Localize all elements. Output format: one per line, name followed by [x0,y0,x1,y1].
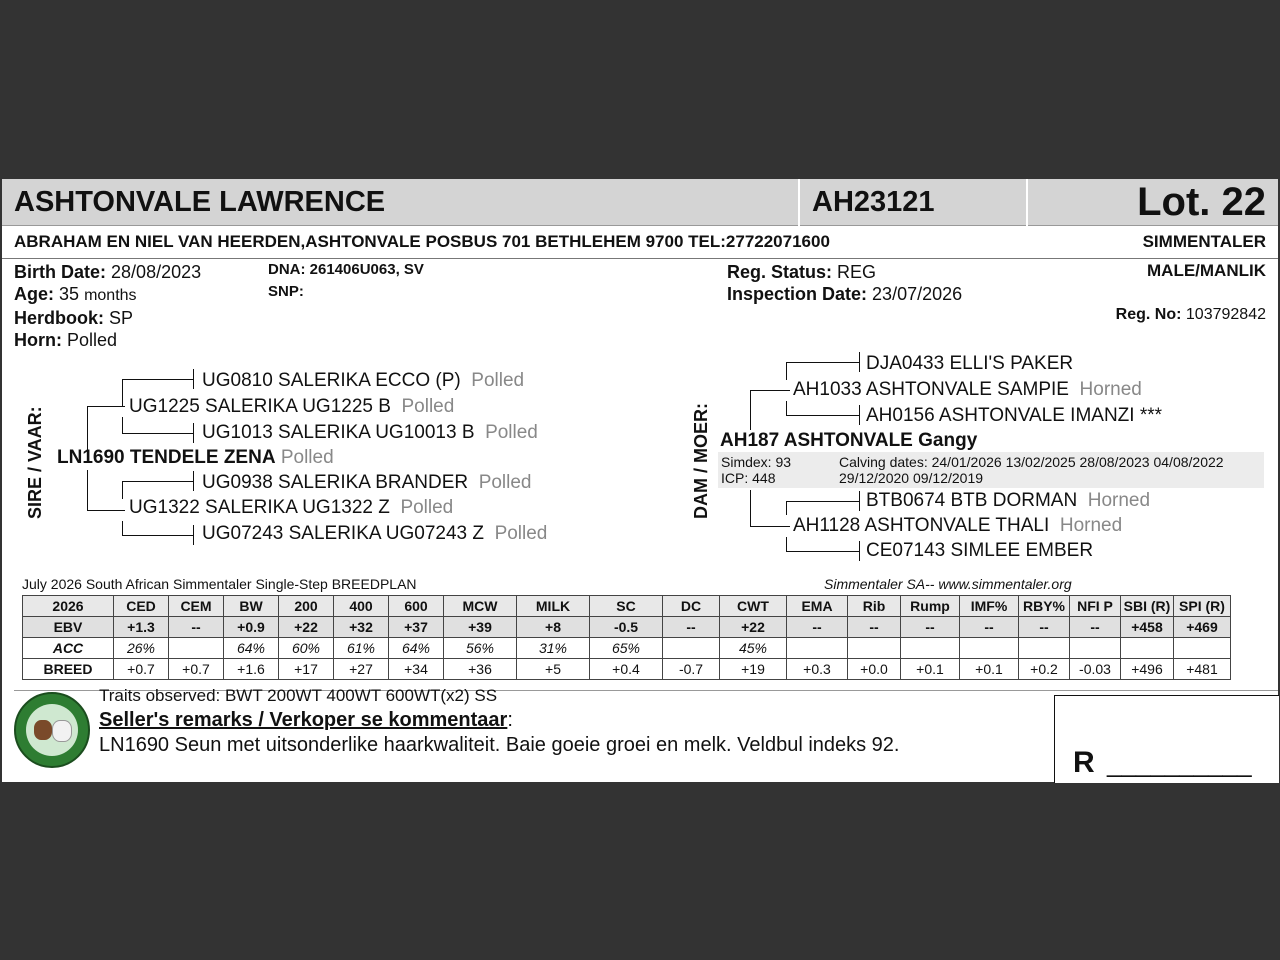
ebv-cell: +19 [720,659,787,680]
dam-simdex-box [718,452,1264,488]
remarks-heading: Seller's remarks / Verkoper se kommentaar: [99,709,513,731]
ebv-column-header: MILK [517,596,590,617]
sire-dam-dam: UG07243 SALERIKA UG07243 Z Polled [202,523,548,544]
ebv-cell: +1.6 [224,659,279,680]
ebv-column-header: BW [224,596,279,617]
header-name-cell [2,179,798,226]
ebv-cell: +0.3 [787,659,848,680]
ebv-cell: -- [1070,617,1121,638]
sire-name: LN1690 TENDELE ZENA Polled [57,447,334,468]
ebv-column-header: DC [663,596,720,617]
dam-icp: ICP: 448 [721,470,776,486]
ebv-column-header: SPI (R) [1174,596,1231,617]
ebv-cell: +22 [279,617,334,638]
ebv-cell: +27 [334,659,389,680]
ebv-column-header: RBY% [1019,596,1070,617]
ebv-cell: -0.5 [590,617,663,638]
ebv-cell: +36 [444,659,517,680]
ebv-cell: +0.4 [590,659,663,680]
animal-id: AH23121 [812,186,935,218]
ebv-cell: +0.7 [169,659,224,680]
dam-dam: AH1128 ASHTONVALE THALI Horned [793,515,1123,536]
ebv-cell: 61% [334,638,389,659]
header-lot-cell [1028,179,1278,226]
sire-sire-sire: UG0810 SALERIKA ECCO (P) Polled [202,370,525,391]
divider [2,258,1278,259]
ebv-cell: +17 [279,659,334,680]
ebv-column-header: CEM [169,596,224,617]
price-blank: __________ [1107,748,1252,778]
breed-name: SIMMENTALER [1142,232,1266,251]
details-reg [727,261,962,305]
ebv-column-header: IMF% [960,596,1019,617]
ebv-cell [787,638,848,659]
ebv-cell: +0.1 [960,659,1019,680]
ebv-cell [960,638,1019,659]
dam-sire: AH1033 ASHTONVALE SAMPIE Horned [793,379,1142,400]
inspection-label: Inspection Date: [727,284,868,304]
remarks-text: LN1690 Seun met uitsonderlike haarkwaliteit. Baie goeie groei en melk. Veldbul indeks 92. [99,734,900,756]
ebv-column-header: 600 [389,596,444,617]
birth-value: 28/08/2023 [111,262,202,282]
ebv-column-header: Rib [848,596,901,617]
age-label: Age: [14,284,54,304]
sex-text: MALE/MANLIK [1147,261,1266,280]
ebv-cell: +0.7 [114,659,169,680]
ebv-cell: +37 [389,617,444,638]
reg-no-value: 103792842 [1185,306,1266,323]
herdbook-value: SP [109,308,134,328]
ebv-column-header: CED [114,596,169,617]
ebv-table [22,595,1231,680]
header-id-cell [800,179,1026,226]
ebv-cell: EBV [23,617,114,638]
simmentaler-logo-icon [14,692,90,768]
sire-dam-sire: UG0938 SALERIKA BRANDER Polled [202,472,532,493]
dam-name: AH187 ASHTONVALE Gangy [720,430,978,451]
ebv-header-row [23,596,1231,617]
dam-simdex: Simdex: 93 [721,454,792,470]
ebv-cell [663,638,720,659]
ebv-cell: +32 [334,617,389,638]
lot-card [2,179,1278,782]
ebv-row [23,617,1231,638]
details-left [14,261,201,351]
ebv-cell: +458 [1121,617,1174,638]
ebv-cell: +39 [444,617,517,638]
ebv-cell [1174,638,1231,659]
ebv-column-header: SC [590,596,663,617]
ebv-column-header: MCW [444,596,517,617]
ebv-cell: -- [787,617,848,638]
ebv-cell: +8 [517,617,590,638]
dam-side-label: DAM / MOER: [691,403,711,519]
ebv-column-header: SBI (R) [1121,596,1174,617]
ebv-cell: -- [901,617,960,638]
ebv-cell: -- [848,617,901,638]
ebv-cell: 56% [444,638,517,659]
price-label: R [1073,746,1095,779]
ebv-column-header: 200 [279,596,334,617]
ebv-cell: +481 [1174,659,1231,680]
ebv-cell: -- [960,617,1019,638]
price-box[interactable] [1054,695,1279,783]
ebv-cell: 60% [279,638,334,659]
reg-no-label: Reg. No: [1115,306,1182,323]
ebv-cell [1019,638,1070,659]
ebv-cell [1070,638,1121,659]
ebv-cell: +496 [1121,659,1174,680]
dam-dam-dam: CE07143 SIMLEE EMBER [866,540,1094,561]
ebv-cell: -0.7 [663,659,720,680]
ebv-cell: +34 [389,659,444,680]
traits-observed: Traits observed: BWT 200WT 400WT 600WT(x2) SS [99,686,498,705]
age-value: 35 [59,284,80,304]
breedplan-source: Simmentaler SA-- www.simmentaler.org [824,576,1072,592]
dam-sire-dam: AH0156 ASHTONVALE IMANZI *** [866,405,1163,426]
ebv-cell: -- [1019,617,1070,638]
ebv-cell: +0.1 [901,659,960,680]
reg-status-label: Reg. Status: [727,262,833,282]
ebv-cell: 26% [114,638,169,659]
ebv-column-header: 2026 [23,596,114,617]
ebv-cell [1121,638,1174,659]
horn-label: Horn: [14,330,62,350]
ebv-cell: -0.03 [1070,659,1121,680]
ebv-column-header: NFI P [1070,596,1121,617]
ebv-cell: 65% [590,638,663,659]
ebv-column-header: CWT [720,596,787,617]
ebv-cell: -- [663,617,720,638]
ebv-column-header: EMA [787,596,848,617]
sire-side-label: SIRE / VAAR: [25,406,45,519]
ebv-cell: +0.2 [1019,659,1070,680]
birth-label: Birth Date: [14,262,107,282]
sire-sire-dam: UG1013 SALERIKA UG10013 B Polled [202,422,538,443]
ebv-cell: +1.3 [114,617,169,638]
owner-line: ABRAHAM EN NIEL VAN HEERDEN,ASHTONVALE POSBUS 701 BETHLEHEM 9700 TEL:27722071600 [14,232,830,251]
ebv-cell [848,638,901,659]
dam-calving-dates-2: 29/12/2020 09/12/2019 [839,470,984,486]
ebv-column-header: Rump [901,596,960,617]
age-unit: months [84,287,137,304]
ebv-cell: +22 [720,617,787,638]
dna-text: DNA: 261406U063, SV [268,261,424,278]
ebv-cell: 31% [517,638,590,659]
reg-no [1116,306,1266,324]
dam-sire-sire: DJA0433 ELLI'S PAKER [866,353,1074,374]
ebv-cell: +5 [517,659,590,680]
ebv-cell: +0.9 [224,617,279,638]
inspection-value: 23/07/2026 [872,284,963,304]
ebv-cell: 64% [389,638,444,659]
ebv-cell: -- [169,617,224,638]
sire-sire: UG1225 SALERIKA UG1225 B Polled [129,396,455,417]
ebv-cell [901,638,960,659]
ebv-cell: BREED [23,659,114,680]
reg-status-value: REG [837,262,877,282]
ebv-cell: +0.0 [848,659,901,680]
ebv-cell: +469 [1174,617,1231,638]
snp-text: SNP: [268,283,304,300]
horn-value: Polled [67,330,118,350]
ebv-cell: 64% [224,638,279,659]
herdbook-label: Herdbook: [14,308,104,328]
sire-dam: UG1322 SALERIKA UG1322 Z Polled [129,497,454,518]
animal-name: ASHTONVALE LAWRENCE [14,186,386,218]
dam-dam-sire: BTB0674 BTB DORMAN Horned [866,490,1151,511]
breedplan-title: July 2026 South African Simmentaler Single-Step BREEDPLAN [22,576,417,592]
ebv-column-header: 400 [334,596,389,617]
lot-number: Lot. 22 [1137,180,1266,224]
ebv-row [23,638,1231,659]
ebv-cell [169,638,224,659]
ebv-cell: ACC [23,638,114,659]
dam-calving-dates: Calving dates: 24/01/2026 13/02/2025 28/08/2023 04/08/2022 [839,454,1224,470]
ebv-row [23,659,1231,680]
ebv-cell: 45% [720,638,787,659]
